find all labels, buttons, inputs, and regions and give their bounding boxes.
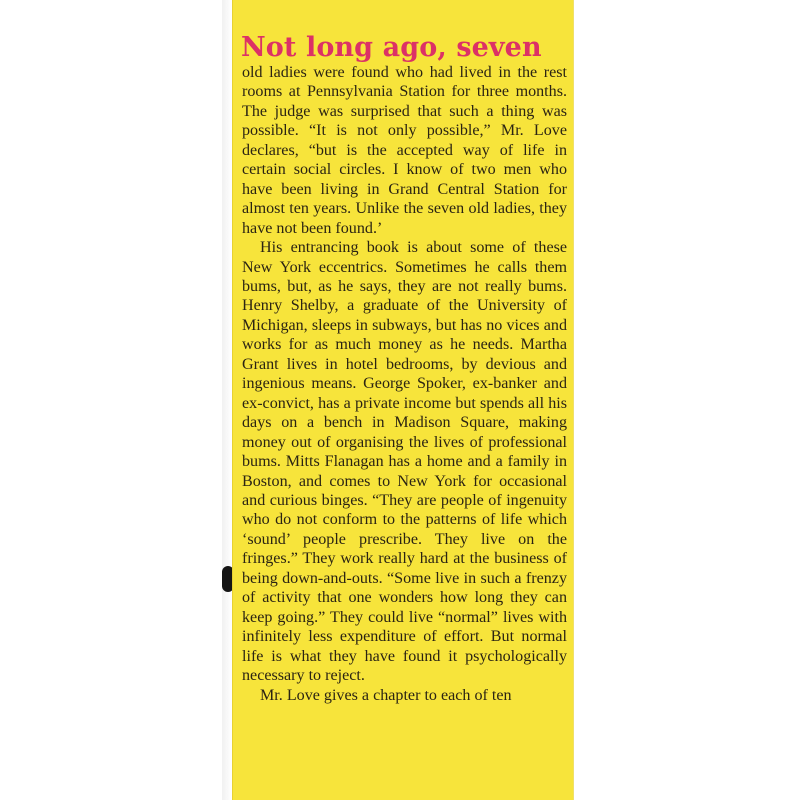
- page-edge-shadow: [222, 0, 232, 800]
- article-paragraph-1: old ladies were found who had lived in the rest rooms at Pennsylvania Station for three months. The judge was surprised that such a thing was possible. “It is not only possible,” Mr. Love declares, “but is the accepted way of life in certain social circles. I know of two men who have been living in Grand Central Station for almost ten years. Unlike the seven old ladies, they have not been found.’: [242, 64, 567, 237]
- article-headline: Not long ago, seven: [241, 32, 542, 63]
- article-paragraph-2: His entrancing book is about some of these New York eccentrics. Sometimes he calls them bums, but, as he says, they are not really bums. Henry Shelby, a graduate of the University of Michigan, sleeps in subways, but has no vices and works for as much money as he needs. Martha Grant lives in hotel bedrooms, by devious and ingenious means. George Spoker, ex-banker and ex-convict, has a private income but spends all his days on a bench in Madison Square, making money out of organising the lives of professional bums. Mitts Flanagan has a home and a family in Boston, and comes to New York for occasional and curious binges. “They are people of ingenuity who do not conform to the patterns of life which ‘sound’ people prescribe. They live on the fringes.” They work really hard at the business of being down-and-outs. “Some live in such a frenzy of activity that one wonders how long they can keep going.” They could live “normal” lives with infinitely less expenditure of effort. But normal life is what they have found it psychologically necessary to reject.: [242, 239, 567, 685]
- article-paragraph-3: Mr. Love gives a chapter to each of ten: [260, 686, 512, 704]
- article-panel: [232, 0, 574, 800]
- article-body: [242, 63, 567, 705]
